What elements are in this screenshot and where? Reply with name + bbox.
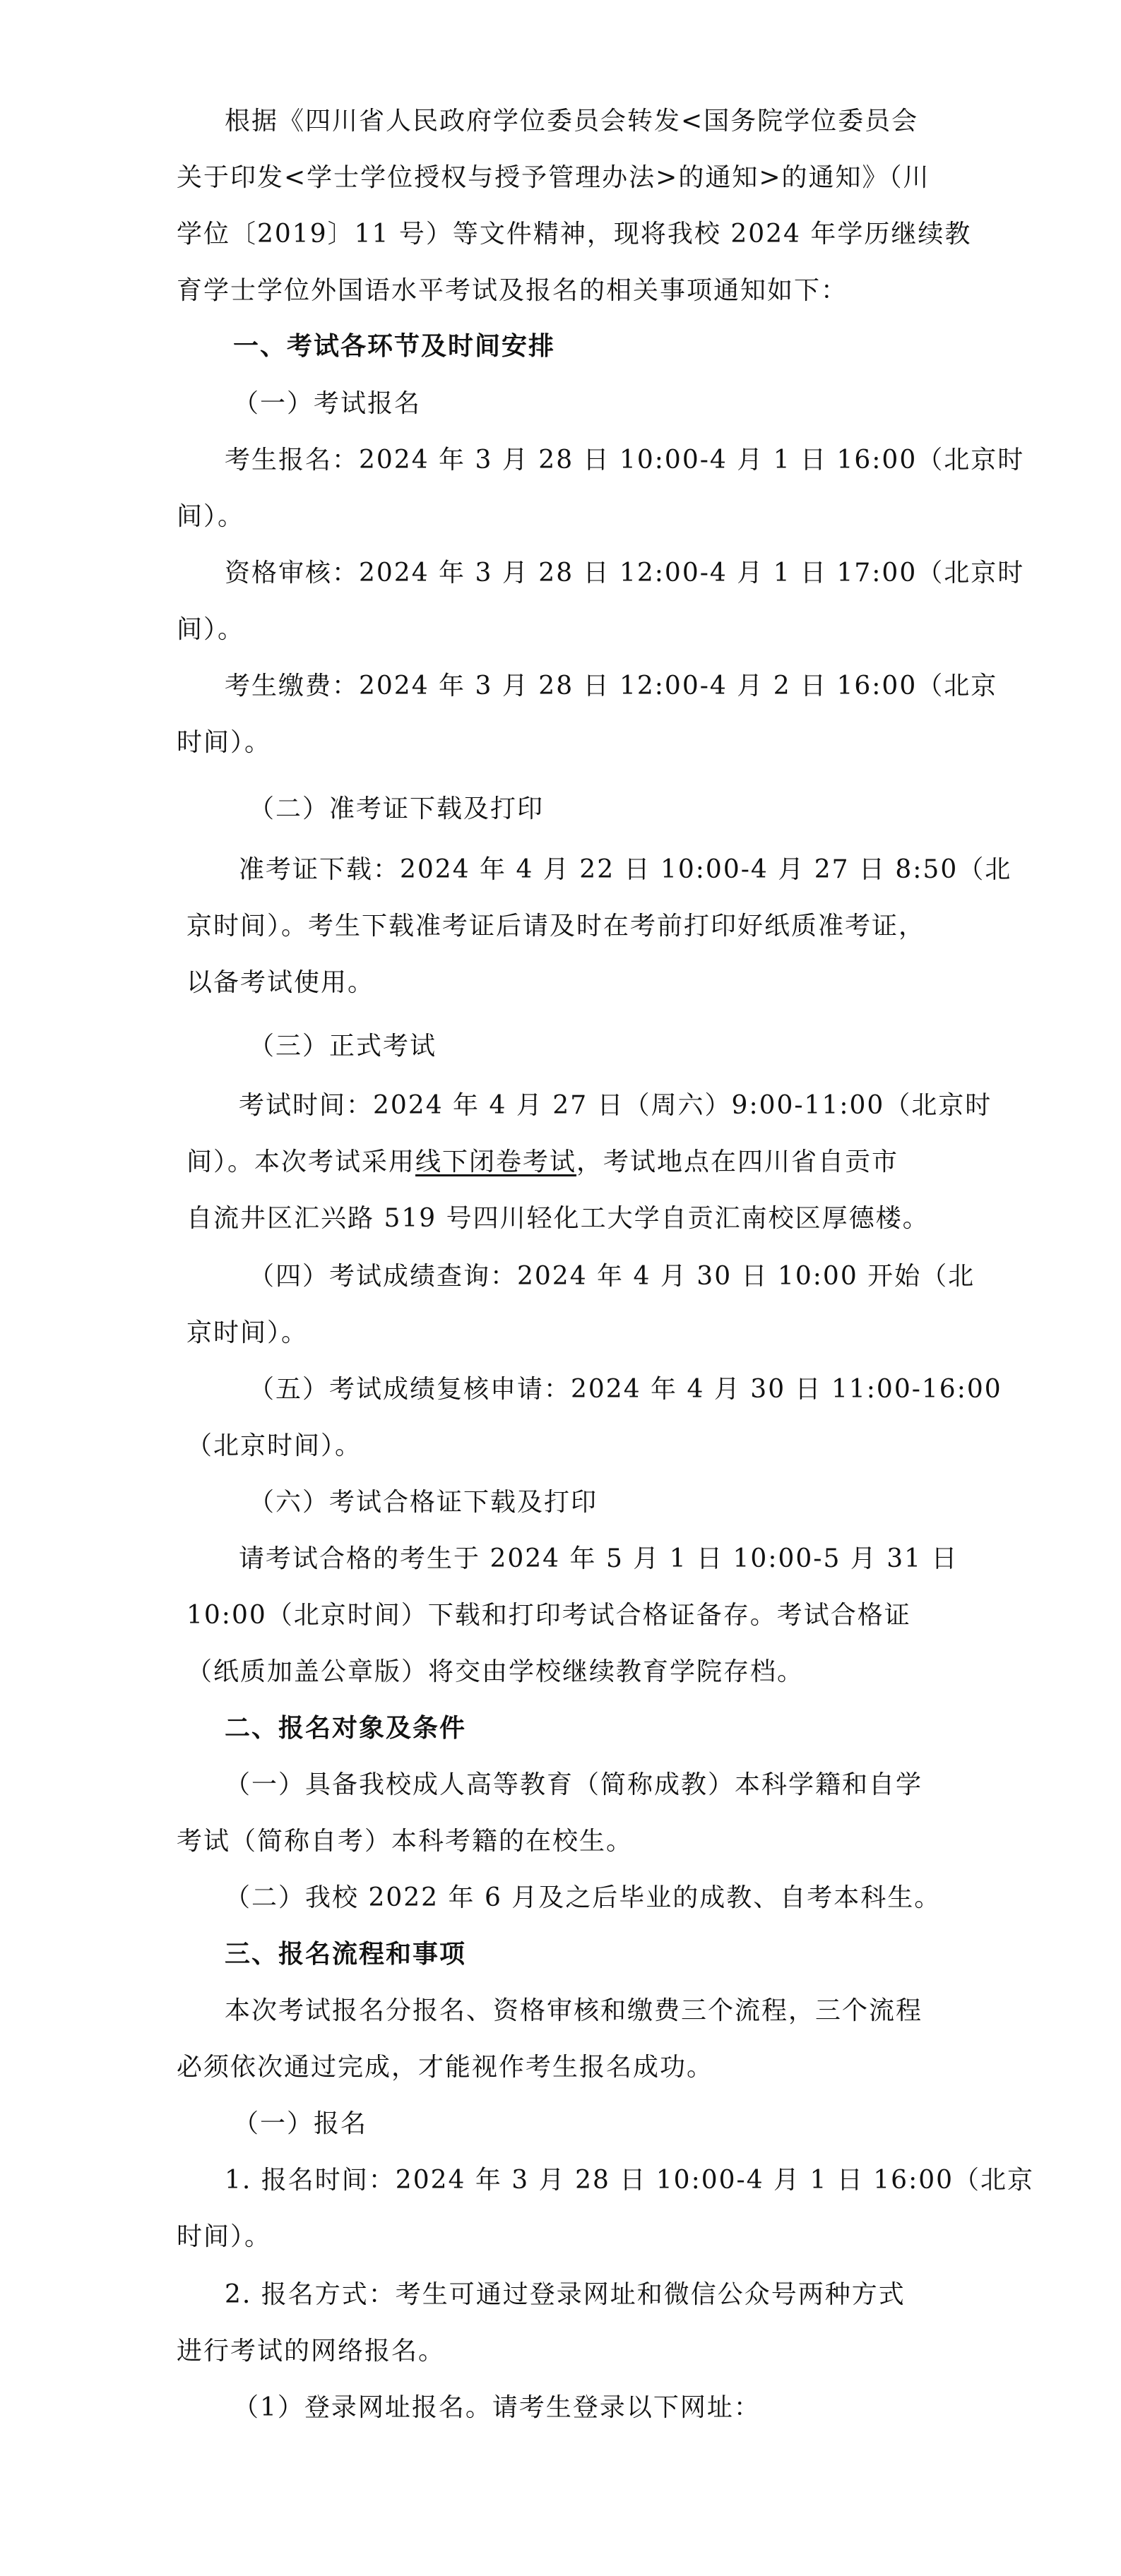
section-1-sub-3: （三）正式考试 bbox=[249, 1032, 437, 1061]
section-1-sub-1: （一）考试报名 bbox=[233, 389, 422, 418]
process-intro-line-1: 本次考试报名分报名、资格审核和缴费三个流程，三个流程 bbox=[225, 1996, 923, 2025]
eligibility-2: （二）我校 2022 年 6 月及之后毕业的成教、自考本科生。 bbox=[225, 1883, 942, 1912]
payment-time-line-1: 考生缴费：2024 年 3 月 28 日 12:00-4 月 2 日 16:00（北京 bbox=[225, 672, 998, 700]
eligibility-1-line-1: （一）具备我校成人高等教育（简称成教）本科学籍和自学 bbox=[225, 1770, 923, 1799]
section-3-heading: 三、报名流程和事项 bbox=[225, 1940, 467, 1969]
signup-time-line-2: 时间）。 bbox=[177, 2222, 272, 2251]
intro-line-3: 学位〔2019〕11 号）等文件精神，现将我校 2024 年学历继续教 bbox=[177, 220, 972, 249]
certificate-line-3: （纸质加盖公章版）将交由学校继续教育学院存档。 bbox=[186, 1657, 805, 1686]
intro-line-1: 根据《四川省人民政府学位委员会转发<国务院学位委员会 bbox=[225, 107, 919, 136]
signup-method-line-1: 2. 报名方式：考生可通过登录网址和微信公众号两种方式 bbox=[225, 2280, 906, 2309]
payment-time-line-2: 时间）。 bbox=[177, 728, 272, 757]
score-query-line-1: （四）考试成绩查询：2024 年 4 月 30 日 10:00 开始（北 bbox=[249, 1262, 975, 1291]
signup-time-line-1: 1. 报名时间：2024 年 3 月 28 日 10:00-4 月 1 日 16:00（北京 bbox=[225, 2166, 1035, 2195]
exam-time-line-1: 考试时间：2024 年 4 月 27 日（周六）9:00-11:00（北京时 bbox=[239, 1091, 992, 1120]
registration-time-line-2: 间）。 bbox=[177, 502, 245, 531]
section-3-sub-1: （一）报名 bbox=[233, 2109, 368, 2138]
certificate-line-1: 请考试合格的考生于 2024 年 5 月 1 日 10:00-5 月 31 日 bbox=[239, 1544, 959, 1573]
ticket-download-line-2: 京时间）。考生下载准考证后请及时在考前打印好纸质准考证， bbox=[186, 912, 926, 941]
web-signup-line: （1）登录网址报名。请考生登录以下网址： bbox=[233, 2393, 761, 2422]
section-1-heading: 一、考试各环节及时间安排 bbox=[233, 332, 556, 361]
exam-location-line: 自流井区汇兴路 519 号四川轻化工大学自贡汇南校区厚德楼。 bbox=[186, 1204, 930, 1233]
exam-text-before: 间）。本次考试采用 bbox=[186, 1147, 416, 1176]
exam-time-line-2 bbox=[186, 1144, 898, 1181]
review-time-line-2: 间）。 bbox=[177, 615, 245, 644]
section-1-sub-2: （二）准考证下载及打印 bbox=[249, 794, 545, 823]
exam-text-after: ，考试地点在四川省自贡市 bbox=[576, 1147, 899, 1176]
review-time-line-1: 资格审核：2024 年 3 月 28 日 12:00-4 月 1 日 17:00（北京时 bbox=[225, 559, 1025, 588]
signup-method-line-2: 进行考试的网络报名。 bbox=[177, 2337, 446, 2366]
certificate-line-2: 10:00（北京时间）下载和打印考试合格证备存。考试合格证 bbox=[186, 1601, 911, 1630]
section-1-sub-6: （六）考试合格证下载及打印 bbox=[249, 1488, 598, 1517]
ticket-download-line-1: 准考证下载：2024 年 4 月 22 日 10:00-4 月 27 日 8:50（北 bbox=[239, 855, 1012, 884]
intro-line-2: 关于印发<学士学位授权与授予管理办法>的通知>的通知》（川 bbox=[177, 163, 930, 192]
offline-exam-underlined: 线下闭卷考试 bbox=[415, 1147, 577, 1176]
score-review-line-2: （北京时间）。 bbox=[186, 1431, 362, 1460]
intro-line-4: 育学士学位外国语水平考试及报名的相关事项通知如下： bbox=[177, 276, 848, 305]
registration-time-line-1: 考生报名：2024 年 3 月 28 日 10:00-4 月 1 日 16:00（北京时 bbox=[225, 446, 1025, 475]
eligibility-1-line-2: 考试（简称自考）本科考籍的在校生。 bbox=[177, 1827, 634, 1856]
process-intro-line-2: 必须依次通过完成，才能视作考生报名成功。 bbox=[177, 2053, 714, 2082]
score-review-line-1: （五）考试成绩复核申请：2024 年 4 月 30 日 11:00-16:00 bbox=[249, 1375, 1002, 1404]
section-2-heading: 二、报名对象及条件 bbox=[225, 1714, 467, 1743]
score-query-line-2: 京时间）。 bbox=[186, 1318, 309, 1347]
ticket-download-line-3: 以备考试使用。 bbox=[186, 968, 375, 997]
